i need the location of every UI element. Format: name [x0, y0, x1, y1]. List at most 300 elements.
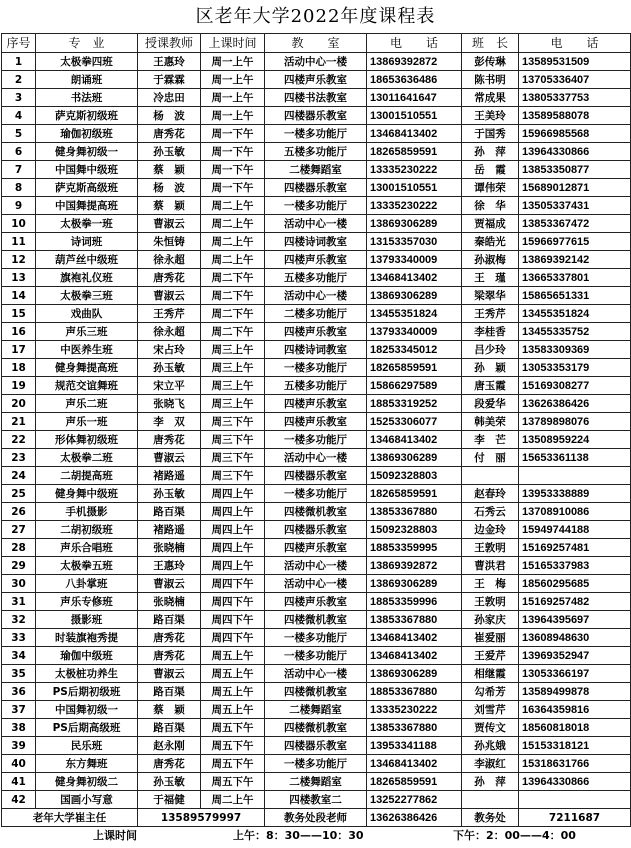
teacher-name: 曹淑云: [138, 575, 201, 593]
class-time: 周二上午: [201, 233, 265, 251]
monitor-phone: 13053366197: [519, 665, 631, 683]
header-index: 序号: [2, 34, 36, 53]
row-index: 10: [2, 215, 36, 233]
table-row: [2, 53, 631, 71]
teacher-name: 唐秀花: [138, 629, 201, 647]
teacher-name: 孙玉敏: [138, 359, 201, 377]
monitor-name: 贾福成: [462, 215, 519, 233]
class-time: 周二下午: [201, 305, 265, 323]
monitor-phone: 13853350877: [519, 161, 631, 179]
course-name: 健身舞初级一: [36, 143, 138, 161]
classroom: 五楼多功能厅: [265, 143, 367, 161]
course-name: 八卦掌班: [36, 575, 138, 593]
classroom: 四楼微机教室: [265, 611, 367, 629]
table-row: [2, 197, 631, 215]
course-name: 萨克斯初级班: [36, 107, 138, 125]
monitor-name: [462, 467, 519, 485]
class-time: 周三上午: [201, 341, 265, 359]
class-time: 周四上午: [201, 503, 265, 521]
monitor-name: 边金玲: [462, 521, 519, 539]
table-row: [2, 557, 631, 575]
header-course: 专 业: [36, 34, 138, 53]
classroom: 活动中心一楼: [265, 287, 367, 305]
monitor-name: 王美玲: [462, 107, 519, 125]
teacher-name: 赵永刚: [138, 737, 201, 755]
monitor-name: 相继霞: [462, 665, 519, 683]
teacher-phone: 18853359995: [367, 539, 462, 557]
course-name: 中国舞初级一: [36, 701, 138, 719]
monitor-name: 付 丽: [462, 449, 519, 467]
classroom: 一楼多功能厅: [265, 359, 367, 377]
class-time: 周一下午: [201, 143, 265, 161]
monitor-name: 徐 华: [462, 197, 519, 215]
teacher-name: 宋立平: [138, 377, 201, 395]
header-monitor-phone: 电 话: [519, 34, 631, 53]
teacher-phone: 13153357030: [367, 233, 462, 251]
monitor-phone: 13789898076: [519, 413, 631, 431]
class-time-label: 上课时间: [93, 829, 137, 842]
table-row: [2, 341, 631, 359]
classroom: 四楼诗词教室: [265, 233, 367, 251]
monitor-name: [462, 791, 519, 809]
teacher-name: 唐秀花: [138, 431, 201, 449]
monitor-phone: 13964330866: [519, 773, 631, 791]
row-index: 29: [2, 557, 36, 575]
teacher-name: 徐永超: [138, 251, 201, 269]
teacher-phone: 13869306289: [367, 449, 462, 467]
monitor-phone: 13505337431: [519, 197, 631, 215]
monitor-phone: 18560818018: [519, 719, 631, 737]
monitor-phone: 13708910086: [519, 503, 631, 521]
teacher-phone: 13468413402: [367, 755, 462, 773]
table-row: [2, 503, 631, 521]
monitor-phone: 13455335752: [519, 323, 631, 341]
teacher-phone: 18653636486: [367, 71, 462, 89]
teacher-phone: 13869306289: [367, 575, 462, 593]
classroom: 四楼器乐教室: [265, 107, 367, 125]
row-index: 11: [2, 233, 36, 251]
teacher-phone: 15092328803: [367, 467, 462, 485]
course-name: 太极拳五班: [36, 557, 138, 575]
classroom: 一楼多功能厅: [265, 629, 367, 647]
teacher-phone: 13468413402: [367, 629, 462, 647]
teacher-name: 张晓楠: [138, 539, 201, 557]
class-time: 周五上午: [201, 665, 265, 683]
table-row: [2, 431, 631, 449]
class-time: 周四上午: [201, 557, 265, 575]
row-index: 17: [2, 341, 36, 359]
teacher-phone: 18253345012: [367, 341, 462, 359]
classroom: 四楼诗词教室: [265, 341, 367, 359]
class-time: 周四下午: [201, 629, 265, 647]
monitor-name: 吕少玲: [462, 341, 519, 359]
classroom: 四楼声乐教室: [265, 413, 367, 431]
row-index: 33: [2, 629, 36, 647]
course-name: 瑜伽初级班: [36, 125, 138, 143]
course-table: [1, 33, 631, 827]
teacher-phone: 13869306289: [367, 287, 462, 305]
classroom: 五楼多功能厅: [265, 269, 367, 287]
table-row: [2, 467, 631, 485]
header-teacher: 授课教师: [138, 34, 201, 53]
monitor-name: 王 梅: [462, 575, 519, 593]
monitor-phone: 13589531509: [519, 53, 631, 71]
monitor-name: 唐玉霞: [462, 377, 519, 395]
header-teacher-phone: 电 话: [367, 34, 462, 53]
row-index: 41: [2, 773, 36, 791]
morning-time: 上午：8：30——10：30: [233, 829, 364, 842]
monitor-name: 常成果: [462, 89, 519, 107]
row-index: 23: [2, 449, 36, 467]
course-name: 声乐一班: [36, 413, 138, 431]
classroom: 四楼微机教室: [265, 719, 367, 737]
teacher-phone: 13953341188: [367, 737, 462, 755]
classroom: 活动中心一楼: [265, 557, 367, 575]
monitor-phone: 15318631766: [519, 755, 631, 773]
monitor-phone: 13665337801: [519, 269, 631, 287]
course-name: 声乐专修班: [36, 593, 138, 611]
monitor-name: 王敦明: [462, 539, 519, 557]
classroom: 四楼器乐教室: [265, 179, 367, 197]
teacher-phone: 13869306289: [367, 215, 462, 233]
monitor-name: 王爱芹: [462, 647, 519, 665]
monitor-name: 岳 霞: [462, 161, 519, 179]
monitor-phone: 18560295685: [519, 575, 631, 593]
table-row: [2, 539, 631, 557]
course-name: 东方舞班: [36, 755, 138, 773]
teacher-name: 路百渠: [138, 611, 201, 629]
table-row: [2, 683, 631, 701]
row-index: 6: [2, 143, 36, 161]
row-index: 25: [2, 485, 36, 503]
classroom: 四楼教室二: [265, 791, 367, 809]
table-row: [2, 251, 631, 269]
classroom: 四楼声乐教室: [265, 395, 367, 413]
class-time: 周五下午: [201, 737, 265, 755]
teacher-phone: 13793340009: [367, 323, 462, 341]
teacher-phone: 13335230222: [367, 161, 462, 179]
row-index: 22: [2, 431, 36, 449]
dean-label: 老年大学崔主任: [2, 809, 138, 827]
row-index: 30: [2, 575, 36, 593]
monitor-name: 王 瑾: [462, 269, 519, 287]
teacher-phone: 13001510551: [367, 107, 462, 125]
course-name: 旗袍礼仪班: [36, 269, 138, 287]
class-time: 周三上午: [201, 395, 265, 413]
teacher-name: 朱恒铸: [138, 233, 201, 251]
monitor-name: 刘雪芹: [462, 701, 519, 719]
teacher-phone: 18265859591: [367, 359, 462, 377]
classroom: 二楼舞蹈室: [265, 773, 367, 791]
teacher-name: 杨 波: [138, 107, 201, 125]
course-name: 太极拳二班: [36, 449, 138, 467]
teacher-phone: 15092328803: [367, 521, 462, 539]
monitor-name: 石秀云: [462, 503, 519, 521]
teacher-name: 蔡 颖: [138, 701, 201, 719]
table-row: [2, 629, 631, 647]
course-name: 葫芦丝中级班: [36, 251, 138, 269]
class-time: 周三下午: [201, 449, 265, 467]
teacher-name: 路百渠: [138, 719, 201, 737]
class-time: 周二上午: [201, 215, 265, 233]
teacher-name: 于霖霖: [138, 71, 201, 89]
row-index: 28: [2, 539, 36, 557]
teacher-phone: 13455351824: [367, 305, 462, 323]
monitor-phone: 13964330866: [519, 143, 631, 161]
monitor-phone: 15865651331: [519, 287, 631, 305]
table-row: [2, 701, 631, 719]
course-name: 手机摄影: [36, 503, 138, 521]
teacher-name: 张晓飞: [138, 395, 201, 413]
teacher-name: 徐永超: [138, 323, 201, 341]
teacher-phone: 13468413402: [367, 125, 462, 143]
course-name: 太极桩功养生: [36, 665, 138, 683]
monitor-phone: 13626386426: [519, 395, 631, 413]
monitor-name: 谭伟荣: [462, 179, 519, 197]
table-row: [2, 143, 631, 161]
row-index: 5: [2, 125, 36, 143]
row-index: 9: [2, 197, 36, 215]
course-name: 时装旗袍秀提: [36, 629, 138, 647]
monitor-name: 勾希芳: [462, 683, 519, 701]
class-time: 周一上午: [201, 89, 265, 107]
teacher-name: 蔡 颖: [138, 197, 201, 215]
classroom: 一楼多功能厅: [265, 647, 367, 665]
table-row: [2, 107, 631, 125]
table-row: [2, 665, 631, 683]
teacher-phone: 15253306077: [367, 413, 462, 431]
class-time: 周四下午: [201, 611, 265, 629]
class-time: 周三下午: [201, 413, 265, 431]
monitor-name: 孙 萍: [462, 773, 519, 791]
teacher-name: 曹淑云: [138, 215, 201, 233]
teacher-phone: 13853367880: [367, 611, 462, 629]
teacher-phone: 18265859591: [367, 485, 462, 503]
course-name: 声乐二班: [36, 395, 138, 413]
row-index: 7: [2, 161, 36, 179]
teacher-name: 于福健: [138, 791, 201, 809]
monitor-phone: 15966977615: [519, 233, 631, 251]
teacher-name: 李 双: [138, 413, 201, 431]
teacher-name: 孙玉敏: [138, 143, 201, 161]
teacher-name: 路百渠: [138, 683, 201, 701]
header-classroom: 教 室: [265, 34, 367, 53]
teacher-phone: 13468413402: [367, 647, 462, 665]
monitor-phone: 13053353179: [519, 359, 631, 377]
course-name: 戏曲队: [36, 305, 138, 323]
classroom: 二楼舞蹈室: [265, 701, 367, 719]
class-time: 周一下午: [201, 125, 265, 143]
header-monitor: 班 长: [462, 34, 519, 53]
teacher-name: 唐秀花: [138, 647, 201, 665]
teacher-phone: 18853359996: [367, 593, 462, 611]
course-name: 声乐合唱班: [36, 539, 138, 557]
class-time: 周二上午: [201, 197, 265, 215]
table-row: [2, 773, 631, 791]
office-label: 教务处: [462, 809, 519, 827]
afternoon-time: 下午：2：00——4：00: [453, 829, 576, 842]
monitor-name: 贾传文: [462, 719, 519, 737]
course-name: 萨克斯高级班: [36, 179, 138, 197]
row-index: 1: [2, 53, 36, 71]
teacher-name: 王惠玲: [138, 53, 201, 71]
classroom: 二楼多功能厅: [265, 305, 367, 323]
class-time: 周五下午: [201, 773, 265, 791]
class-time: 周三下午: [201, 431, 265, 449]
teacher-name: 王惠玲: [138, 557, 201, 575]
course-name: 国画小写意: [36, 791, 138, 809]
monitor-phone: 15165337983: [519, 557, 631, 575]
table-header-row: [2, 34, 631, 53]
table-row: [2, 485, 631, 503]
teacher-name: 孙玉敏: [138, 773, 201, 791]
teacher-name: 冷忠田: [138, 89, 201, 107]
course-name: 声乐三班: [36, 323, 138, 341]
row-index: 12: [2, 251, 36, 269]
classroom: 活动中心一楼: [265, 449, 367, 467]
class-time: 周二上午: [201, 791, 265, 809]
classroom: 四楼器乐教室: [265, 521, 367, 539]
office-teacher-phone: 13626386426: [367, 809, 462, 827]
class-time: 周五下午: [201, 755, 265, 773]
classroom: 四楼声乐教室: [265, 71, 367, 89]
class-time: 周五下午: [201, 719, 265, 737]
dean-phone: 13589579997: [138, 809, 265, 827]
row-index: 37: [2, 701, 36, 719]
monitor-name: 孙 萍: [462, 143, 519, 161]
office-teacher-label: 教务处段老师: [265, 809, 367, 827]
classroom: 活动中心一楼: [265, 53, 367, 71]
class-time: 周二下午: [201, 323, 265, 341]
teacher-name: 宋占玲: [138, 341, 201, 359]
teacher-name: 曹淑云: [138, 665, 201, 683]
classroom: 四楼微机教室: [265, 503, 367, 521]
course-name: 二胡提高班: [36, 467, 138, 485]
teacher-name: 孙玉敏: [138, 485, 201, 503]
table-row: [2, 71, 631, 89]
table-row: [2, 125, 631, 143]
row-index: 31: [2, 593, 36, 611]
teacher-phone: 13853367880: [367, 719, 462, 737]
row-index: 42: [2, 791, 36, 809]
monitor-phone: 15689012871: [519, 179, 631, 197]
class-time: 周五上午: [201, 683, 265, 701]
monitor-name: 李桂香: [462, 323, 519, 341]
class-time: 周三上午: [201, 377, 265, 395]
teacher-phone: 18265859591: [367, 143, 462, 161]
monitor-name: 于国秀: [462, 125, 519, 143]
row-index: 21: [2, 413, 36, 431]
monitor-phone: 15949744188: [519, 521, 631, 539]
monitor-name: 曹洪君: [462, 557, 519, 575]
table-row: [2, 719, 631, 737]
teacher-phone: 18853367880: [367, 683, 462, 701]
teacher-phone: 13853367880: [367, 503, 462, 521]
teacher-phone: 15866297589: [367, 377, 462, 395]
class-time: 周三下午: [201, 467, 265, 485]
table-row: [2, 449, 631, 467]
monitor-name: 李 芒: [462, 431, 519, 449]
class-time: 周五上午: [201, 701, 265, 719]
course-name: 健身舞提高班: [36, 359, 138, 377]
classroom: 四楼微机教室: [265, 683, 367, 701]
course-name: 形体舞初级班: [36, 431, 138, 449]
monitor-phone: 13608948630: [519, 629, 631, 647]
monitor-phone: 15153318121: [519, 737, 631, 755]
class-time: 周一下午: [201, 179, 265, 197]
monitor-phone: 13589588078: [519, 107, 631, 125]
table-row: [2, 521, 631, 539]
classroom: 四楼器乐教室: [265, 467, 367, 485]
classroom: 一楼多功能厅: [265, 197, 367, 215]
course-name: 二胡初级班: [36, 521, 138, 539]
row-index: 39: [2, 737, 36, 755]
monitor-name: 赵春玲: [462, 485, 519, 503]
row-index: 15: [2, 305, 36, 323]
table-row: [2, 791, 631, 809]
table-row: [2, 413, 631, 431]
table-row: [2, 305, 631, 323]
teacher-name: 杨 波: [138, 179, 201, 197]
class-time: 周一上午: [201, 107, 265, 125]
course-name: 规范交谊舞班: [36, 377, 138, 395]
row-index: 3: [2, 89, 36, 107]
teacher-phone: 18853319252: [367, 395, 462, 413]
row-index: 27: [2, 521, 36, 539]
classroom: 四楼声乐教室: [265, 539, 367, 557]
table-row: [2, 611, 631, 629]
monitor-phone: 13969352947: [519, 647, 631, 665]
monitor-phone: 13853367472: [519, 215, 631, 233]
teacher-name: 唐秀花: [138, 755, 201, 773]
class-time-row: [1, 827, 631, 845]
teacher-phone: 13335230222: [367, 197, 462, 215]
monitor-phone: 15966985568: [519, 125, 631, 143]
classroom: 一楼多功能厅: [265, 431, 367, 449]
table-row: [2, 89, 631, 107]
row-index: 8: [2, 179, 36, 197]
table-row: [2, 287, 631, 305]
monitor-phone: [519, 791, 631, 809]
monitor-name: 彭传琳: [462, 53, 519, 71]
teacher-phone: 13001510551: [367, 179, 462, 197]
course-name: 太极拳一班: [36, 215, 138, 233]
class-time: 周四上午: [201, 485, 265, 503]
table-row: [2, 575, 631, 593]
class-time: 周四下午: [201, 575, 265, 593]
table-row: [2, 215, 631, 233]
teacher-phone: 13793340009: [367, 251, 462, 269]
class-time: 周五上午: [201, 647, 265, 665]
monitor-phone: 13705336407: [519, 71, 631, 89]
course-name: PS后期初级班: [36, 683, 138, 701]
class-time: 周四上午: [201, 521, 265, 539]
teacher-phone: 18265859591: [367, 773, 462, 791]
classroom: 一楼多功能厅: [265, 125, 367, 143]
teacher-phone: 13468413402: [367, 269, 462, 287]
monitor-phone: 13589499878: [519, 683, 631, 701]
teacher-name: 唐秀花: [138, 269, 201, 287]
class-time: 周一上午: [201, 71, 265, 89]
monitor-phone: 15169257481: [519, 539, 631, 557]
classroom: 四楼声乐教室: [265, 251, 367, 269]
table-row: [2, 377, 631, 395]
teacher-name: 王秀芹: [138, 305, 201, 323]
classroom: 四楼器乐教室: [265, 737, 367, 755]
monitor-phone: 15653361138: [519, 449, 631, 467]
row-index: 40: [2, 755, 36, 773]
teacher-name: 张晓楠: [138, 593, 201, 611]
